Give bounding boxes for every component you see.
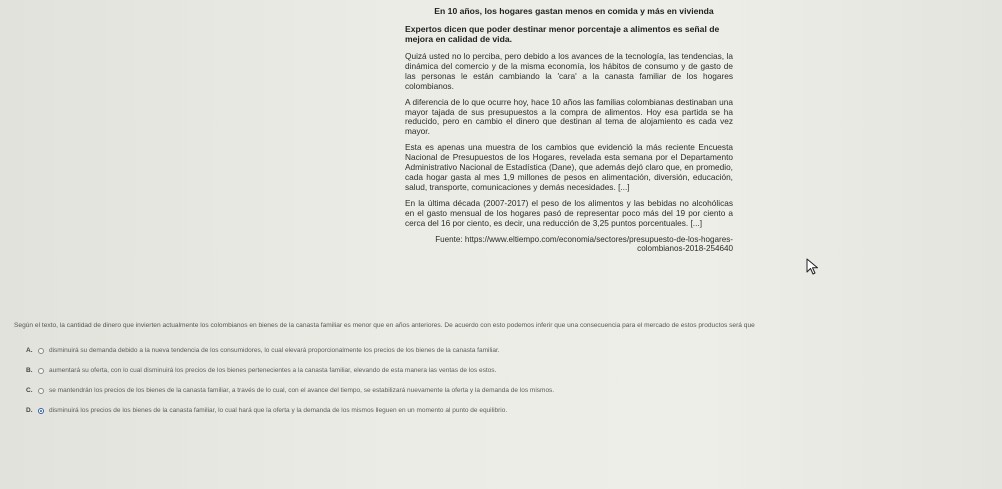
- radio-button-d[interactable]: [38, 408, 44, 414]
- option-text: disminuirá los precios de los bienes de la canasta familiar, lo cual hará que la oferta y la demanda de los mismos lleguen en un momento al punto de equilibrio.: [49, 407, 508, 414]
- option-text: aumentará su oferta, con lo cual disminuirá los precios de los bienes pertenecientes a la canasta familiar, elevando de esta manera las ventas de los estos.: [49, 367, 497, 374]
- article-source: Fuente: https://www.eltiempo.com/economia/sectores/presupuesto-de-los-hogares-colombianos-2018-254640: [435, 234, 733, 254]
- radio-button-c[interactable]: [38, 388, 44, 394]
- option-letter: A.: [26, 347, 33, 354]
- radio-button-a[interactable]: [38, 348, 44, 354]
- article: [405, 6, 733, 254]
- option-text: se mantendrán los precios de los bienes de la canasta familiar, a través de lo cual, con el avance del tiempo, se estabilizará nuevamente la oferta y la demanda de los mismos.: [49, 387, 555, 394]
- answer-option-d[interactable]: [26, 406, 986, 415]
- article-paragraph: Quizá usted no lo perciba, pero debido a los avances de la tecnología, las tendencias, la dinámica del comercio y de la misma economía, los hábitos de consumo y de gasto de las personas le están cambiando la 'cara' a la canasta familiar de los hogares colombianos.: [405, 51, 733, 91]
- answer-option-b[interactable]: [26, 366, 986, 375]
- option-letter: D.: [26, 407, 33, 414]
- question-stem: Según el texto, la cantidad de dinero que invierten actualmente los colombianos en bienes de la canasta familiar es menor que en años anteriores. De acuerdo con esto podemos inferir que una consecuencia para el mercado de estos productos será que: [14, 322, 755, 329]
- radio-button-b[interactable]: [38, 368, 44, 374]
- answer-option-c[interactable]: [26, 386, 986, 395]
- article-subhead: Expertos dicen que poder destinar menor porcentaje a alimentos es señal de mejora en calidad de vida.: [405, 24, 720, 44]
- article-paragraph: En la última década (2007-2017) el peso de los alimentos y las bebidas no alcohólicas en el gasto mensual de los hogares pasó de representar poco más del 19 por ciento a cerca del 16 por ciento, es decir, una reducción de 3,25 puntos porcentuales. [...]: [405, 197, 733, 228]
- option-letter: B.: [26, 367, 33, 374]
- option-letter: C.: [26, 387, 33, 394]
- answer-option-a[interactable]: [26, 346, 986, 355]
- article-paragraph: Esta es apenas una muestra de los cambios que evidenció la más reciente Encuesta Nacional de Presupuestos de los Hogares, revelada esta semana por el Departamento Administrativo Nacional de Estadística (Dane), que además dejó claro que, en promedio, cada hogar gasta al mes 1,9 millones de pesos en alimentación, diversión, educación, salud, transporte, comunicaciones y demás necesidades. [...]: [405, 142, 733, 192]
- article-paragraph: A diferencia de lo que ocurre hoy, hace 10 años las familias colombianas destinaban una mayor tajada de sus presupuestos a la compra de alimentos. Hoy esa partida se ha reducido, pero en cambio el dinero que destinan al tema de alojamiento es cada vez mayor.: [405, 96, 733, 137]
- option-text: disminuirá su demanda debido a la nueva tendencia de los consumidores, lo cual elevará proporcionalmente los precios de los bienes de la canasta familiar.: [49, 347, 500, 354]
- article-headline: En 10 años, los hogares gastan menos en comida y más en vivienda: [434, 6, 714, 16]
- mouse-pointer-icon: [806, 258, 820, 276]
- answer-options: [26, 346, 986, 426]
